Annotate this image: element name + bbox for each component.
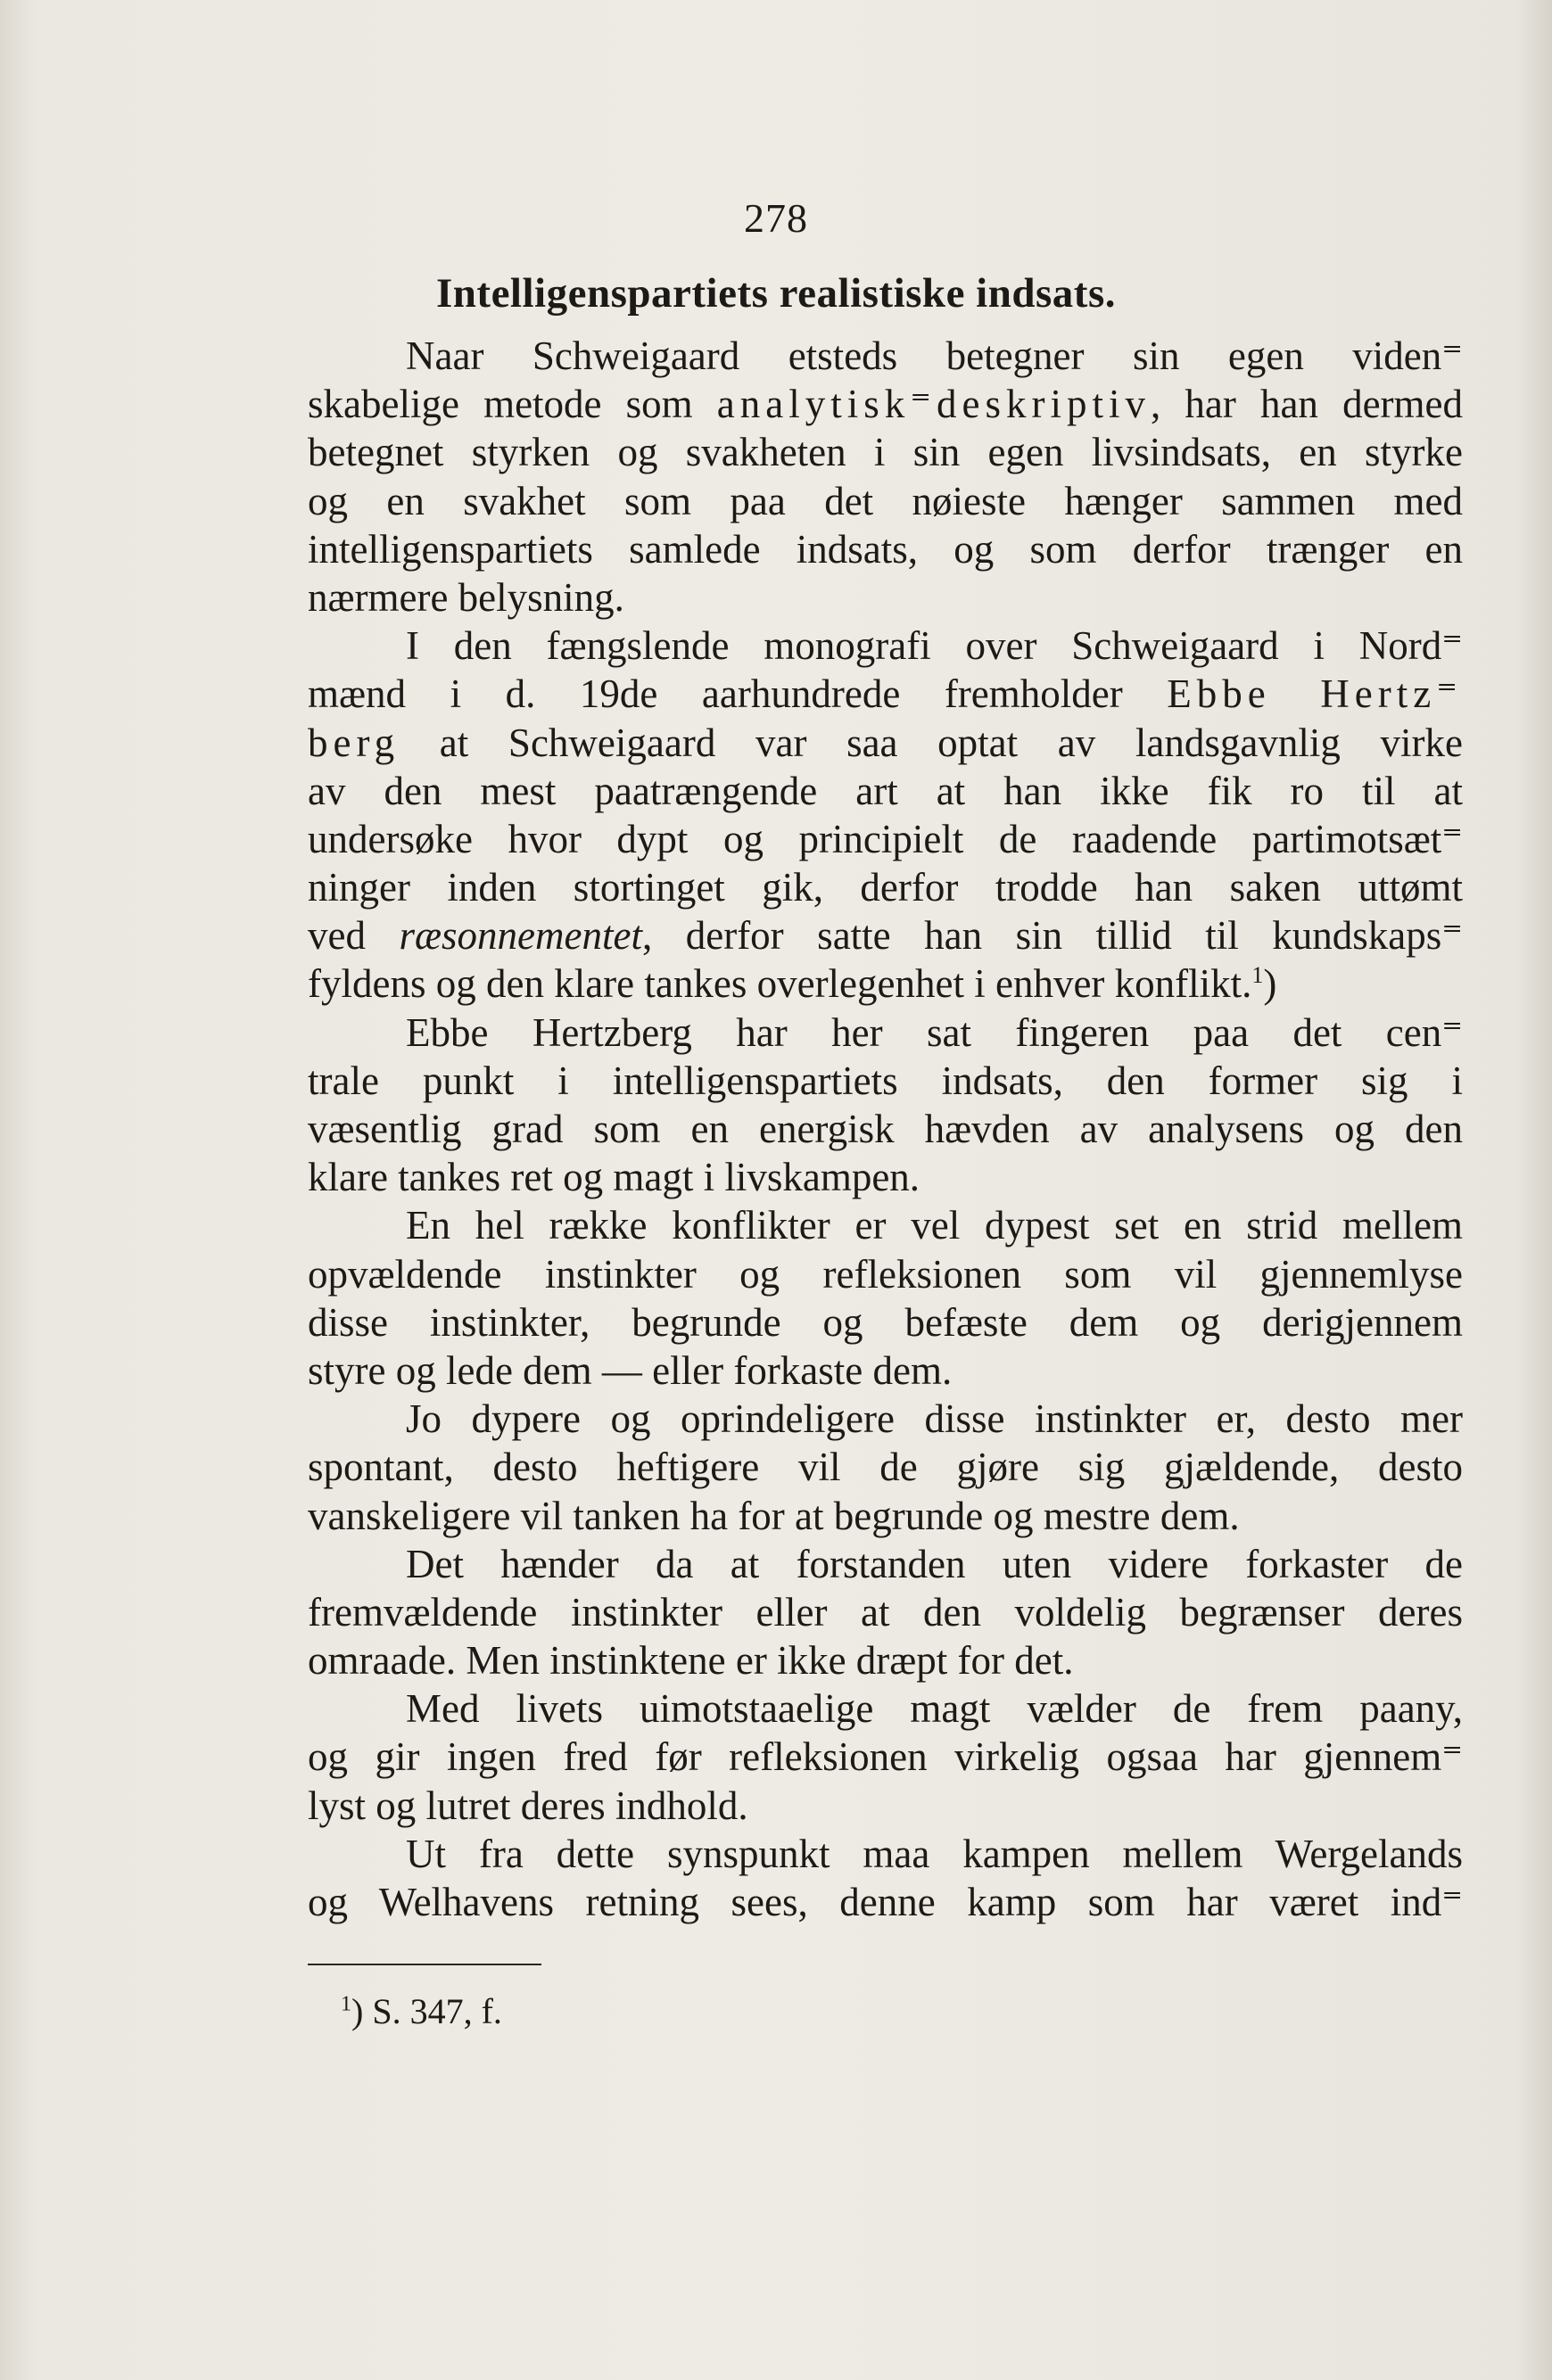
paragraph — [308, 1540, 1463, 1685]
text-segment: Jo dypere og oprindeligere disse instinkter er, desto mer — [406, 1396, 1463, 1442]
text-segment: intelligenspartiets samlede indsats, og som derfor trænger en — [308, 526, 1463, 572]
paragraph — [308, 332, 1463, 622]
paragraph — [308, 1201, 1463, 1395]
text-line — [308, 1105, 1463, 1153]
text-segment: og Welhavens retning sees, denne kamp som har været ind⁼ — [308, 1880, 1463, 1924]
text-segment: ræsonnementet — [399, 913, 642, 959]
text-line — [308, 1878, 1463, 1926]
text-segment: fyldens og den klare tankes overlegenhet i enhver konflikt. — [308, 961, 1252, 1007]
text-line — [308, 1782, 1463, 1830]
body-text — [308, 332, 1463, 1926]
text-segment: En hel række konflikter er vel dypest set en strid mellem — [406, 1203, 1463, 1248]
text-line — [308, 1395, 1463, 1443]
text-line — [308, 428, 1463, 476]
text-segment: klare tankes ret og magt i livskampen. — [308, 1155, 920, 1200]
text-line — [308, 1201, 1463, 1249]
text-line — [308, 1684, 1463, 1733]
text-segment: ved — [308, 913, 400, 959]
text-line — [308, 1057, 1463, 1105]
text-line — [308, 1443, 1463, 1491]
text-line — [308, 573, 1463, 622]
text-line — [308, 1733, 1463, 1781]
text-segment: omraade. Men instinktene er ikke dræpt for det. — [308, 1638, 1074, 1684]
text-segment: styre og lede dem — eller forkaste dem. — [308, 1347, 953, 1393]
footnote-marker: 1 — [341, 1992, 351, 2016]
text-segment: , har han dermed — [1151, 382, 1463, 427]
paragraph — [308, 1009, 1463, 1202]
text-segment: mænd i d. 19de aarhundrede fremholder — [308, 671, 1168, 717]
text-segment: spontant, desto heftigere vil de gjøre sig gjældende, desto — [308, 1445, 1463, 1490]
text-line — [308, 670, 1463, 718]
text-segment: vanskeligere vil tanken ha for at begrunde og mestre dem. — [308, 1493, 1240, 1538]
text-segment: skabelige metode som — [308, 382, 717, 427]
paragraph — [308, 1395, 1463, 1540]
text-segment: betegnet styrken og svakheten i sin egen livsindsats, en styrke — [308, 430, 1463, 475]
text-line — [308, 477, 1463, 525]
text-line — [308, 1250, 1463, 1298]
text-segment: disse instinkter, begrunde og befæste dem og derigjennem — [308, 1299, 1463, 1345]
text-line — [308, 1492, 1463, 1540]
text-line — [308, 1636, 1463, 1684]
text-line — [308, 1009, 1463, 1057]
paragraph — [308, 1684, 1463, 1830]
footnote-text: ) S. 347, f. — [351, 1991, 502, 2031]
paragraph — [308, 622, 1463, 1009]
footnote — [341, 1990, 502, 2032]
text-line — [308, 332, 1463, 380]
footnote-rule — [308, 1964, 541, 1965]
text-segment: Ebbe Hertz⁼ — [1167, 671, 1463, 717]
text-segment: at Schweigaard var saa optat av landsgavnlig virke — [400, 720, 1463, 765]
text-line — [308, 1588, 1463, 1636]
section-heading: Intelligenspartiets realistiske indsats. — [435, 270, 1117, 317]
text-segment: og gir ingen fred før refleksionen virkelig ogsaa har gjennem⁼ — [308, 1734, 1463, 1780]
text-line — [308, 1346, 1463, 1395]
text-line — [308, 719, 1463, 767]
text-segment: og en svakhet som paa det nøieste hænger sammen med — [308, 478, 1463, 523]
paragraph — [308, 1830, 1463, 1926]
text-line — [308, 1153, 1463, 1201]
text-segment: ) — [1263, 961, 1277, 1007]
text-segment: , derfor satte han sin tillid til kundskaps⁼ — [641, 913, 1463, 959]
text-segment: av den mest paatrængende art at han ikke fik ro til at — [308, 768, 1463, 813]
text-segment: fremvældende instinkter eller at den voldelig begrænser deres — [308, 1589, 1463, 1635]
text-line — [308, 959, 1463, 1008]
text-line — [308, 767, 1463, 815]
text-segment: opvældende instinkter og refleksionen som vil gjennemlyse — [308, 1251, 1463, 1297]
text-segment: væsentlig grad som en energisk hævden av analysens og den — [308, 1107, 1463, 1151]
text-segment: nærmere belysning. — [308, 574, 624, 620]
text-segment: undersøke hvor dypt og principielt de raadende partimotsæt⁼ — [308, 816, 1463, 861]
text-line — [308, 1540, 1463, 1588]
text-line — [308, 1298, 1463, 1346]
text-segment: Ut fra dette synspunkt maa kampen mellem Wergelands — [406, 1831, 1463, 1876]
text-segment: Det hænder da at forstanden uten videre forkaster de — [406, 1541, 1463, 1586]
text-segment: Naar Schweigaard etsteds betegner sin egen viden⁼ — [406, 334, 1463, 378]
text-line — [308, 380, 1463, 428]
text-segment: I den fængslende monografi over Schweigaard i Nord⁼ — [406, 623, 1463, 669]
text-segment: analytisk⁼deskriptiv — [716, 382, 1151, 427]
text-segment: trale punkt i intelligenspartiets indsats, den former sig i — [308, 1058, 1463, 1103]
text-line — [308, 911, 1463, 959]
footnote-reference: 1 — [1251, 962, 1264, 989]
text-line — [308, 863, 1463, 911]
page-number: 278 — [744, 195, 808, 241]
text-line — [308, 525, 1463, 573]
text-segment: Med livets uimotstaaelige magt vælder de frem paany, — [406, 1686, 1463, 1732]
text-line — [308, 622, 1463, 670]
text-line — [308, 815, 1463, 863]
text-segment: Ebbe Hertzberg har her sat fingeren paa det cen⁼ — [406, 1009, 1463, 1055]
text-line — [308, 1830, 1463, 1878]
text-segment: ninger inden stortinget gik, derfor trodde han saken uttømt — [308, 865, 1463, 910]
text-segment: berg — [308, 720, 400, 765]
text-segment: lyst og lutret deres indhold. — [308, 1783, 748, 1828]
